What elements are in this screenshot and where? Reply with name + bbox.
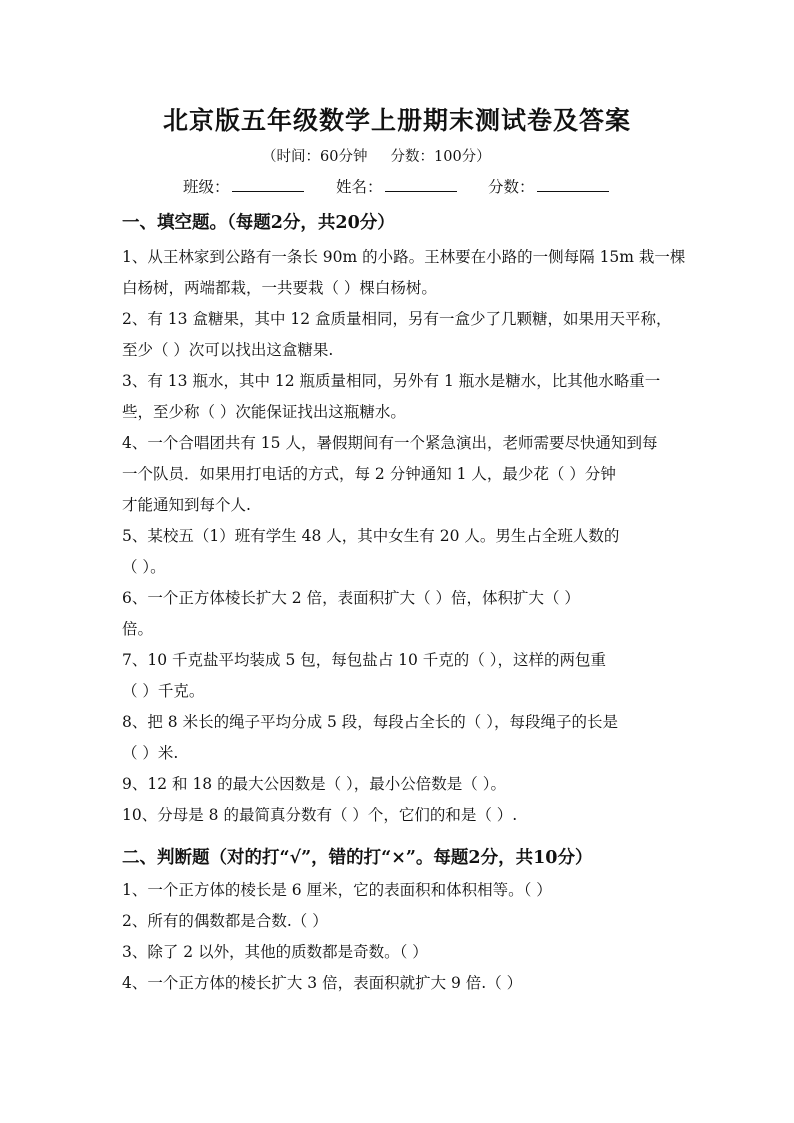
question-line: （ ）千克。 bbox=[122, 682, 205, 700]
question-line: 10、分母是 8 的最简真分数有（ ）个，它们的和是（ ）. bbox=[122, 806, 518, 824]
question-line: 一个队员．如果用打电话的方式，每 2 分钟通知 1 人，最少花（ ）分钟 bbox=[122, 465, 616, 483]
name-field bbox=[336, 175, 457, 197]
class-label: 班级： bbox=[183, 178, 230, 196]
section-true-false-heading: 二、判断题（对的打“√”，错的打“×”。每题2分，共10分） bbox=[122, 848, 593, 868]
question-line: 1、一个正方体的棱长是 6 厘米，它的表面积和体积相等。（ ） bbox=[122, 881, 552, 899]
score-blank-line bbox=[537, 175, 609, 192]
question-line: 白杨树，两端都栽，一共要栽（ ）棵白杨树。 bbox=[122, 279, 437, 297]
question-line: 1、从王林家到公路有一条长 90m 的小路。王林要在小路的一侧每隔 15m 栽一棵 bbox=[122, 248, 686, 266]
question-line: 才能通知到每个人. bbox=[122, 496, 251, 514]
question-line: 些，至少称（ ）次能保证找出这瓶糖水。 bbox=[122, 403, 406, 421]
exam-time-and-score: （时间：60分钟 分数：100分） bbox=[262, 149, 491, 165]
question-line: 2、有 13 盒糖果，其中 12 盒质量相同，另有一盒少了几颗糖，如果用天平称， bbox=[122, 310, 672, 328]
question-line: 4、一个正方体的棱长扩大 3 倍，表面积就扩大 9 倍.（ ） bbox=[122, 974, 523, 992]
name-blank-line bbox=[385, 175, 457, 192]
section-fill-in-heading: 一、填空题。（每题2分，共20分） bbox=[122, 213, 395, 233]
score-label: 分数： bbox=[488, 178, 535, 196]
question-line: （ ）米. bbox=[122, 744, 179, 762]
class-blank-line bbox=[232, 175, 304, 192]
question-line: 5、某校五（1）班有学生 48 人，其中女生有 20 人。男生占全班人数的 bbox=[122, 527, 620, 545]
question-line: 8、把 8 米长的绳子平均分成 5 段，每段占全长的（ ），每段绳子的长是 bbox=[122, 713, 618, 731]
section-true-false-questions bbox=[122, 875, 682, 999]
question-line: 9、12 和 18 的最大公因数是（ ），最小公倍数是（ ）。 bbox=[122, 775, 506, 793]
page-title: 北京版五年级数学上册期末测试卷及答案 bbox=[162, 106, 631, 135]
score-field bbox=[488, 175, 609, 197]
section-fill-in-questions bbox=[122, 242, 686, 831]
question-line: 3、有 13 瓶水，其中 12 瓶质量相同，另外有 1 瓶水是糖水，比其他水略重一 bbox=[122, 372, 661, 390]
name-label: 姓名： bbox=[336, 178, 383, 196]
question-line: 2、所有的偶数都是合数.（ ） bbox=[122, 912, 328, 930]
question-line: 倍。 bbox=[122, 620, 154, 638]
question-line: 6、一个正方体棱长扩大 2 倍，表面积扩大（ ）倍，体积扩大（ ） bbox=[122, 589, 580, 607]
question-line: 7、10 千克盐平均装成 5 包，每包盐占 10 千克的（ ），这样的两包重 bbox=[122, 651, 606, 669]
question-line: 至少（ ）次可以找出这盒糖果. bbox=[122, 341, 334, 359]
class-field bbox=[183, 175, 304, 197]
question-line: 4、一个合唱团共有 15 人，暑假期间有一个紧急演出，老师需要尽快通知到每 bbox=[122, 434, 658, 452]
question-line: （ ）。 bbox=[122, 558, 166, 576]
question-line: 3、除了 2 以外，其他的质数都是奇数。（ ） bbox=[122, 943, 428, 961]
